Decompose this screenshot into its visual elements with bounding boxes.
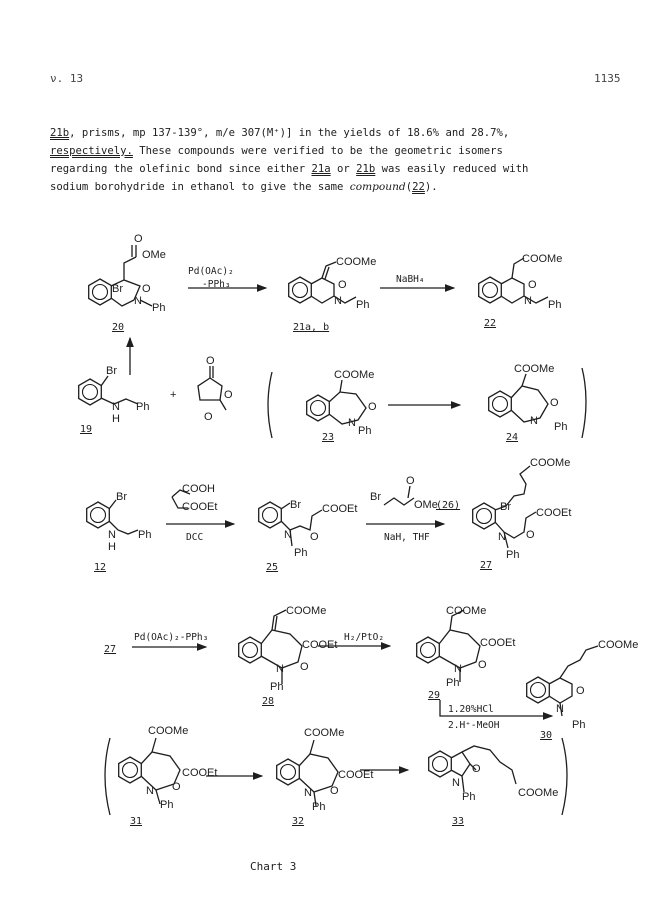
atom-n-22: N bbox=[524, 295, 532, 307]
atom-cooet-mal: COOEt bbox=[182, 501, 218, 513]
atom-n-31: N bbox=[146, 785, 154, 797]
atom-o-28: O bbox=[300, 661, 309, 673]
atom-ph-12: Ph bbox=[138, 529, 152, 541]
reagent-nabh4: NaBH₄ bbox=[396, 274, 425, 285]
atom-n-19: N bbox=[112, 401, 120, 413]
atom-ph-23: Ph bbox=[358, 425, 372, 437]
atom-ome-20: OMe bbox=[142, 249, 166, 261]
atom-coome-28: COOMe bbox=[286, 605, 327, 617]
label-12: 12 bbox=[94, 562, 107, 573]
atom-coome-33: COOMe bbox=[518, 787, 559, 799]
atom-o-29: O bbox=[478, 659, 487, 671]
atom-coome-31: COOMe bbox=[148, 725, 189, 737]
bracket-left-row5 bbox=[105, 738, 110, 815]
atom-ph-21: Ph bbox=[356, 299, 370, 311]
atom-br-26: Br bbox=[370, 491, 381, 503]
label-29: 29 bbox=[428, 690, 441, 701]
compound-ref-21b: 21b bbox=[50, 127, 70, 139]
atom-n-12: N bbox=[108, 529, 116, 541]
atom-o-anh2: O bbox=[224, 389, 233, 401]
atom-n-27: N bbox=[498, 531, 506, 543]
label-30: 30 bbox=[540, 730, 553, 741]
bracket-right-row2 bbox=[582, 368, 586, 438]
label-23: 23 bbox=[322, 432, 335, 443]
atom-ph-22: Ph bbox=[548, 299, 562, 311]
line-2-text: These compounds were verified to be the geometric isomers bbox=[132, 145, 503, 157]
atom-ph-20: Ph bbox=[152, 302, 166, 314]
reagent-dcc: DCC bbox=[186, 532, 204, 543]
atom-coome-27: COOMe bbox=[530, 457, 571, 469]
reagent-26 bbox=[384, 486, 414, 505]
atom-ph-27: Ph bbox=[506, 549, 520, 561]
atom-o-23: O bbox=[368, 401, 377, 413]
atom-ph-32: Ph bbox=[312, 801, 326, 813]
atom-br-27: Br bbox=[500, 501, 511, 513]
reagent-h2-pto2: H₂/PtO₂ bbox=[344, 632, 385, 643]
atom-n-30: N bbox=[556, 703, 564, 715]
atom-n-24: N bbox=[530, 415, 538, 427]
reagent-meoh: 2.H⁺-MeOH bbox=[448, 720, 500, 731]
label-25: 25 bbox=[266, 562, 279, 573]
atom-br-19: Br bbox=[106, 365, 117, 377]
atom-ph-19: Ph bbox=[136, 401, 150, 413]
atom-n-20: N bbox=[134, 295, 142, 307]
atom-n-28: N bbox=[276, 663, 284, 675]
reagent-pd-oac: Pd(OAc)₂ bbox=[188, 266, 234, 277]
label-20: 20 bbox=[112, 322, 125, 333]
atom-o-24: O bbox=[550, 397, 559, 409]
atom-o-27: O bbox=[526, 529, 535, 541]
atom-n-29: N bbox=[454, 663, 462, 675]
atom-o-21: O bbox=[338, 279, 347, 291]
structure-19 bbox=[79, 376, 138, 405]
structure-28 bbox=[239, 610, 302, 684]
atom-n-21: N bbox=[334, 295, 342, 307]
label-27-start: 27 bbox=[104, 644, 117, 655]
reagent-pph3: -PPh₃ bbox=[202, 279, 231, 290]
plus-sign: + bbox=[170, 389, 177, 401]
respectively-word: respectively. bbox=[50, 145, 133, 157]
atom-n-33: N bbox=[452, 777, 460, 789]
page-number: 1135 bbox=[594, 72, 621, 85]
atom-o-22: O bbox=[528, 279, 537, 291]
label-31: 31 bbox=[130, 816, 143, 827]
compound-word: compound bbox=[349, 181, 406, 193]
line-3-text-a: regarding the olefinic bond since either bbox=[50, 163, 312, 175]
bracket-left-row2 bbox=[268, 372, 272, 438]
label-26: (26) bbox=[436, 500, 461, 511]
atom-n-25: N bbox=[284, 529, 292, 541]
atom-cooet-27: COOEt bbox=[536, 507, 572, 519]
line-3-or: or bbox=[330, 163, 357, 175]
atom-br-20: Br bbox=[112, 283, 123, 295]
atom-o-anh1: O bbox=[206, 355, 215, 367]
atom-cooet-32: COOEt bbox=[338, 769, 374, 781]
atom-n-32: N bbox=[304, 787, 312, 799]
atom-ph-31: Ph bbox=[160, 799, 174, 811]
atom-o-20: O bbox=[134, 233, 143, 245]
line-3-text-b: was easily reduced with bbox=[375, 163, 529, 175]
label-22: 22 bbox=[484, 318, 497, 329]
atom-ph-30: Ph bbox=[572, 719, 586, 731]
line-4-text-a: sodium borohydride in ethanol to give the same bbox=[50, 181, 350, 193]
page-header-left: ν. 13 bbox=[50, 72, 84, 85]
atom-cooet-25: COOEt bbox=[322, 503, 358, 515]
compound-ref-22: 22 bbox=[412, 181, 425, 193]
atom-o-32: O bbox=[330, 785, 339, 797]
line-4-end: ). bbox=[424, 181, 438, 193]
structure-29 bbox=[417, 610, 480, 682]
atom-ph-28: Ph bbox=[270, 681, 284, 693]
reagent-nah: NaH, THF bbox=[384, 532, 430, 543]
atom-coome-22: COOMe bbox=[522, 253, 563, 265]
atom-ph-25: Ph bbox=[294, 547, 308, 559]
atom-br-12: Br bbox=[116, 491, 127, 503]
atom-o-20b: O bbox=[142, 283, 151, 295]
structure-24 bbox=[489, 374, 548, 422]
atom-cooet-28: COOEt bbox=[302, 639, 338, 651]
atom-coome-24: COOMe bbox=[514, 363, 555, 375]
compound-ref-21a: 21a bbox=[311, 163, 331, 175]
atom-cooh: COOH bbox=[182, 483, 215, 495]
reagent-hcl: 1.20%HCl bbox=[448, 704, 494, 715]
atom-o-26: O bbox=[406, 475, 415, 487]
label-27: 27 bbox=[480, 560, 493, 571]
label-28: 28 bbox=[262, 696, 275, 707]
line-1-text: , prisms, mp 137-139°, m/e 307(M⁺)] in the yields of 18.6% and 28.7%, bbox=[69, 127, 510, 139]
label-19: 19 bbox=[80, 424, 93, 435]
line-4-paren: ( bbox=[405, 181, 413, 193]
atom-o-25: O bbox=[310, 531, 319, 543]
label-24: 24 bbox=[506, 432, 519, 443]
atom-coome-32: COOMe bbox=[304, 727, 345, 739]
label-21: 21a, b bbox=[293, 322, 330, 333]
atom-o-30: O bbox=[576, 685, 585, 697]
atom-ph-29: Ph bbox=[446, 677, 460, 689]
atom-coome-23: COOMe bbox=[334, 369, 375, 381]
atom-coome-29: COOMe bbox=[446, 605, 487, 617]
atom-o-31: O bbox=[172, 781, 181, 793]
atom-h-12: H bbox=[108, 541, 116, 553]
maleic-anhydride bbox=[198, 366, 226, 410]
atom-ome-26: OMe bbox=[414, 499, 438, 511]
atom-coome-30: COOMe bbox=[598, 639, 639, 651]
compound-ref-21b-2: 21b bbox=[356, 163, 376, 175]
bracket-right-row5 bbox=[562, 738, 567, 815]
atom-n-23: N bbox=[348, 417, 356, 429]
label-32: 32 bbox=[292, 816, 305, 827]
reagent-pd-pph3: Pd(OAc)₂-PPh₃ bbox=[134, 632, 209, 643]
atom-ph-33: Ph bbox=[462, 791, 476, 803]
atom-cooet-31: COOEt bbox=[182, 767, 218, 779]
chart-caption: Chart 3 bbox=[250, 860, 297, 873]
atom-coome-21: COOMe bbox=[336, 256, 377, 268]
atom-o-anh3: O bbox=[204, 411, 213, 423]
structure-23 bbox=[307, 380, 366, 424]
atom-br-25: Br bbox=[290, 499, 301, 511]
label-33: 33 bbox=[452, 816, 465, 827]
atom-o-33: O bbox=[472, 763, 481, 775]
atom-cooet-29: COOEt bbox=[480, 637, 516, 649]
atom-ph-24: Ph bbox=[554, 421, 568, 433]
atom-h-19: H bbox=[112, 413, 120, 425]
